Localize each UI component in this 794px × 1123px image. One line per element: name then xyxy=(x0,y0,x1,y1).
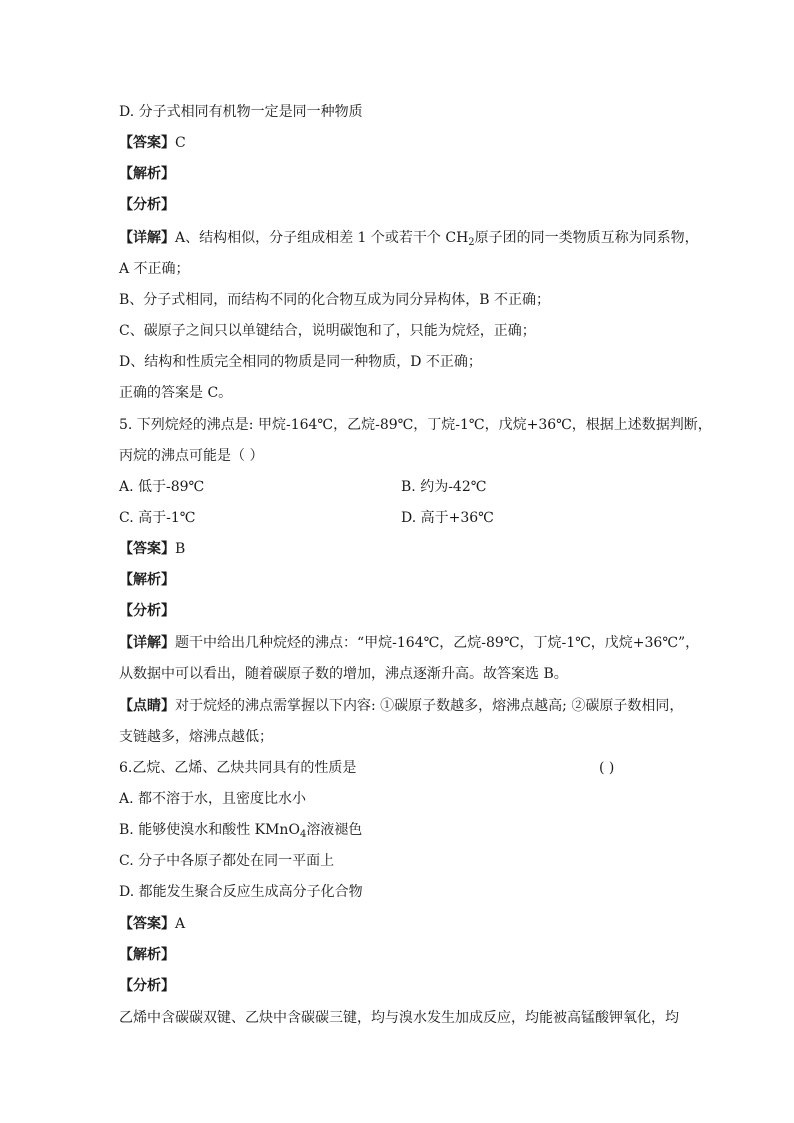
answer-label: 【答案】 xyxy=(119,135,175,151)
q6-option-c: C. 分子中各原子都处在同一平面上 xyxy=(119,853,335,869)
q4-conclusion: 正确的答案是 C。 xyxy=(119,385,233,401)
subscript: 2 xyxy=(468,237,475,248)
q6-analysis: 乙烯中含碳碳双键、乙炔中含碳碳三键，均与溴水发生加成反应，均能被高锰酸钾氧化，均 xyxy=(119,1010,679,1026)
q5-dianjing xyxy=(119,696,683,716)
q4-option-d: D. 分子式相同有机物一定是同一种物质 xyxy=(119,104,363,120)
detail-text: A、结构相似，分子组成相差 1 个或若干个 CH xyxy=(175,230,469,246)
q5-jiexi-heading: 【解析】 xyxy=(119,572,175,588)
q5-option-b: B. 约为-42℃ xyxy=(401,479,487,495)
q5-answer xyxy=(119,539,185,559)
q6-stem xyxy=(119,758,615,778)
detail-text: 题干中给出几种烷烃的沸点：“甲烷-164℃，乙烷-89℃，丁烷-1℃，戊烷+36℃”， xyxy=(175,635,700,651)
dianjing-text: 对于烷烃的沸点需掌握以下内容: ①碳原子数越多，熔沸点越高; ②碳原子数相同， xyxy=(175,698,684,714)
q4-answer xyxy=(119,133,186,153)
q6-option-b xyxy=(119,820,362,840)
detail-label: 【详解】 xyxy=(119,635,175,651)
answer-label: 【答案】 xyxy=(119,916,175,932)
q6-stem-text: 6.乙烷、乙烯、乙炔共同具有的性质是 xyxy=(119,760,357,776)
answer-value: A xyxy=(175,916,186,932)
q6-option-a: A. 都不溶于水，且密度比水小 xyxy=(119,791,307,807)
q6-option-d: D. 都能发生聚合反应生成高分子化合物 xyxy=(119,884,363,900)
q4-detail-c: C、碳原子之间只以单键结合，说明碳饱和了，只能为烷烃，正确； xyxy=(119,323,536,339)
q5-fenxi-heading: 【分析】 xyxy=(119,603,175,619)
answer-label: 【答案】 xyxy=(119,541,175,557)
q5-stem-line2: 丙烷的沸点可能是（ ） xyxy=(119,448,264,464)
q5-option-d: D. 高于+36℃ xyxy=(401,510,494,526)
answer-value: C xyxy=(175,135,186,151)
q5-stem-line1: 5. 下列烷烃的沸点是: 甲烷-164℃，乙烷-89℃，丁烷-1℃，戊烷+36℃，根据上述数据判断， xyxy=(119,417,712,433)
detail-label: 【详解】 xyxy=(119,230,175,246)
q4-detail-d: D、结构和性质完全相同的物质是同一种物质，D 不正确； xyxy=(119,354,482,370)
q6-fenxi-heading: 【分析】 xyxy=(119,978,175,994)
q4-detail-a xyxy=(119,228,699,248)
q5-option-c: C. 高于-1℃ xyxy=(119,510,196,526)
q5-options-row2 xyxy=(119,508,494,528)
q6-jiexi-heading: 【解析】 xyxy=(119,947,175,963)
q6-option-b-post: 溶液褪色 xyxy=(306,822,363,838)
q5-detail-cont: 从数据中可以看出，随着碳原子数的增加，沸点逐渐升高。故答案选 B。 xyxy=(119,666,568,682)
answer-value: B xyxy=(175,541,186,557)
q5-options-row1 xyxy=(119,477,487,497)
q6-answer xyxy=(119,914,185,934)
q6-answer-paren: ( ) xyxy=(599,760,615,776)
subscript: 4 xyxy=(299,829,307,840)
q4-fenxi-heading: 【分析】 xyxy=(119,197,175,213)
q4-jiexi-heading: 【解析】 xyxy=(119,166,175,182)
q6-option-b-text: B. 能够使溴水和酸性 KMnO xyxy=(119,822,300,838)
q5-detail xyxy=(119,633,699,653)
dianjing-label: 【点睛】 xyxy=(119,698,175,714)
q4-detail-a-cont: A 不正确； xyxy=(119,261,190,277)
q5-dianjing-cont: 支链越多，熔沸点越低； xyxy=(119,729,273,745)
detail-text-post: 原子团的同一类物质互称为同系物， xyxy=(474,230,699,246)
q4-detail-b: B、分子式相同，而结构不同的化合物互成为同分异构体，B 不正确； xyxy=(119,292,551,308)
q5-option-a: A. 低于-89℃ xyxy=(119,479,205,495)
